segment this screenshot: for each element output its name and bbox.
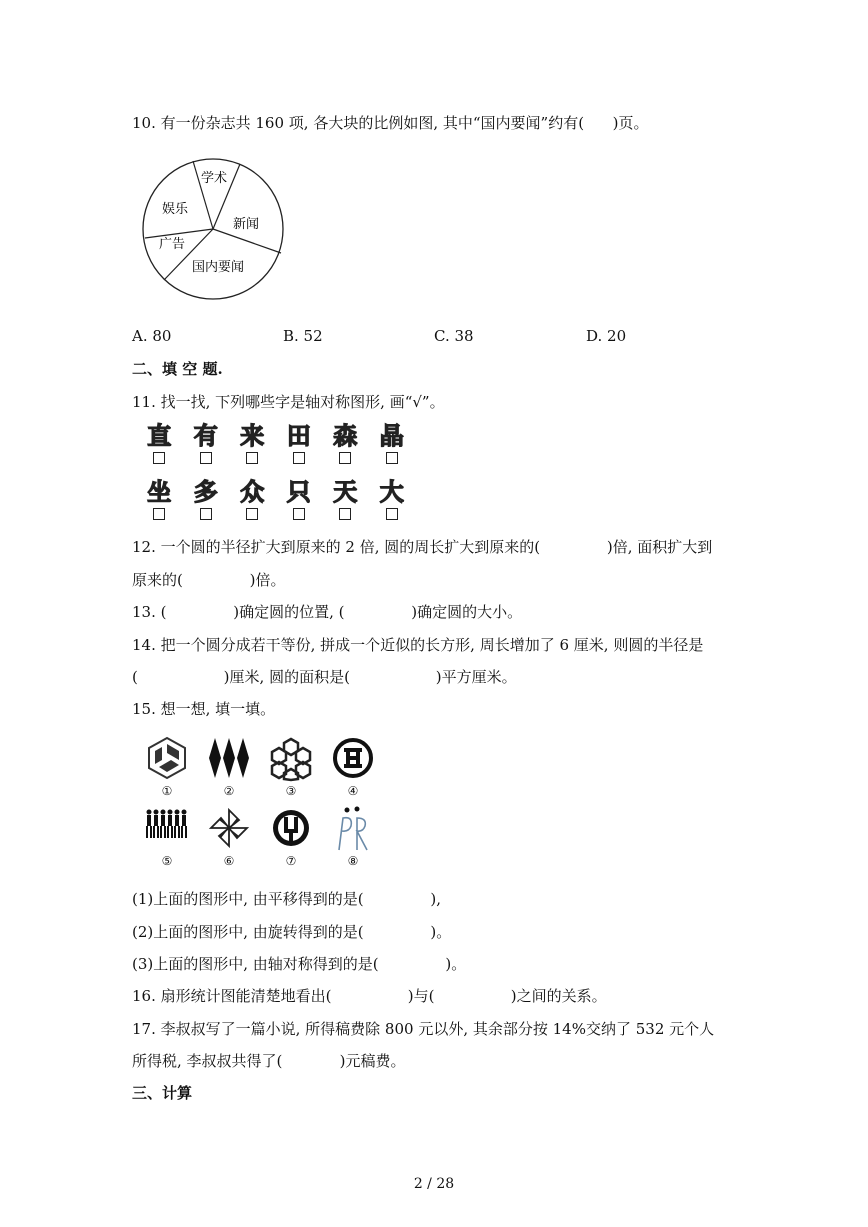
symbol-item bbox=[322, 806, 384, 868]
question-15-sub-1: (1)上面的图形中, 由平移得到的是( ), bbox=[132, 890, 442, 908]
char-glyph: 大 bbox=[379, 478, 404, 506]
hexagon-ring-icon bbox=[269, 736, 313, 780]
question-14-line-1: 14. 把一个圆分成若干等份, 拼成一个近似的长方形, 周长增加了 6 厘米, 则圆的半径是 bbox=[132, 636, 704, 654]
symbol-item bbox=[136, 736, 198, 798]
char-glyph: 晶 bbox=[379, 422, 404, 450]
checkbox[interactable] bbox=[200, 508, 212, 520]
question-17-line-1: 17. 李叔叔写了一篇小说, 所得稿费除 800 元以外, 其余部分按 14%交纳了 532 元个人 bbox=[132, 1020, 715, 1038]
symbol-item bbox=[260, 806, 322, 868]
char-item bbox=[229, 422, 276, 464]
checkbox[interactable] bbox=[153, 508, 165, 520]
symbol-number: ② bbox=[223, 784, 235, 798]
question-14-line-2: ( )厘米, 圆的面积是( )平方厘米。 bbox=[132, 668, 517, 686]
symbol-number: ① bbox=[161, 784, 173, 798]
bank-logo-icon bbox=[331, 736, 375, 780]
question-15-sub-2: (2)上面的图形中, 由旋转得到的是( )。 bbox=[132, 923, 452, 941]
char-glyph: 有 bbox=[193, 422, 218, 450]
checkbox[interactable] bbox=[246, 508, 258, 520]
checkbox[interactable] bbox=[246, 452, 258, 464]
char-glyph: 只 bbox=[286, 478, 311, 506]
checkbox[interactable] bbox=[200, 452, 212, 464]
char-row-1 bbox=[136, 422, 415, 464]
page-number: 2 / 28 bbox=[413, 1176, 455, 1192]
question-11: 11. 找一找, 下列哪些字是轴对称图形, 画“√”。 bbox=[132, 393, 445, 411]
symbol-row-1 bbox=[136, 736, 384, 798]
question-12-line-1: 12. 一个圆的半径扩大到原来的 2 倍, 圆的周长扩大到原来的( )倍, 面积扩大到 bbox=[132, 538, 713, 556]
checkbox[interactable] bbox=[339, 508, 351, 520]
pie-chart bbox=[142, 158, 292, 308]
char-item bbox=[229, 478, 276, 520]
option-b: B. 52 bbox=[283, 327, 323, 345]
option-a: A. 80 bbox=[132, 327, 172, 345]
section-3-heading: 三、计算 bbox=[132, 1084, 193, 1102]
pie-label-entertainment: 娱乐 bbox=[161, 202, 189, 217]
question-15-sub-3: (3)上面的图形中, 由轴对称得到的是( )。 bbox=[132, 955, 467, 973]
symbol-item bbox=[198, 736, 260, 798]
checkbox[interactable] bbox=[293, 452, 305, 464]
question-15: 15. 想一想, 填一填。 bbox=[132, 700, 276, 718]
checkbox[interactable] bbox=[386, 508, 398, 520]
question-16: 16. 扇形统计图能清楚地看出( )与( )之间的关系。 bbox=[132, 987, 607, 1005]
question-13: 13. ( )确定圆的位置, ( )确定圆的大小。 bbox=[132, 603, 523, 621]
pinwheel-icon bbox=[207, 806, 251, 850]
question-17-line-2: 所得税, 李叔叔共得了( )元稿费。 bbox=[132, 1052, 406, 1070]
char-item bbox=[322, 478, 369, 520]
symbol-item bbox=[322, 736, 384, 798]
symbol-number: ⑤ bbox=[161, 854, 173, 868]
pie-label-news: 新闻 bbox=[232, 217, 260, 232]
option-c: C. 38 bbox=[434, 327, 474, 345]
char-glyph: 森 bbox=[333, 422, 358, 450]
pie-label-ads: 广告 bbox=[158, 237, 186, 252]
char-item bbox=[136, 478, 183, 520]
checkbox[interactable] bbox=[386, 452, 398, 464]
char-glyph: 天 bbox=[333, 478, 358, 506]
hexagon-spiral-icon bbox=[145, 736, 189, 780]
char-row-2 bbox=[136, 478, 415, 520]
section-2-heading: 二、填 空 题. bbox=[132, 360, 223, 378]
char-item bbox=[183, 478, 230, 520]
symbol-number: ④ bbox=[347, 784, 359, 798]
char-item bbox=[369, 478, 416, 520]
char-glyph: 坐 bbox=[147, 478, 172, 506]
symbol-row-2 bbox=[136, 806, 384, 868]
circle-logo-icon bbox=[269, 806, 313, 850]
symbol-number: ⑥ bbox=[223, 854, 235, 868]
checkbox[interactable] bbox=[153, 452, 165, 464]
pie-label-academic: 学术 bbox=[200, 171, 228, 186]
option-d: D. 20 bbox=[586, 327, 627, 345]
char-glyph: 直 bbox=[147, 422, 172, 450]
char-item bbox=[276, 422, 323, 464]
char-item bbox=[322, 422, 369, 464]
question-10: 10. 有一份杂志共 160 项, 各大块的比例如图, 其中“国内要闻”约有( )页。 bbox=[132, 114, 649, 132]
checkbox[interactable] bbox=[293, 508, 305, 520]
pr-letters-icon bbox=[331, 806, 375, 856]
symbol-number: ⑦ bbox=[285, 854, 297, 868]
symbol-number: ⑧ bbox=[347, 854, 359, 868]
pie-label-domestic-news: 国内要闻 bbox=[191, 260, 245, 275]
symbol-item bbox=[260, 736, 322, 798]
symbol-item bbox=[136, 806, 198, 868]
char-item bbox=[276, 478, 323, 520]
people-row-icon bbox=[145, 806, 189, 850]
char-glyph: 田 bbox=[286, 422, 311, 450]
char-glyph: 众 bbox=[240, 478, 265, 506]
symbol-item bbox=[198, 806, 260, 868]
char-glyph: 来 bbox=[240, 422, 265, 450]
char-item bbox=[183, 422, 230, 464]
question-12-line-2: 原来的( )倍。 bbox=[132, 571, 286, 589]
symbol-number: ③ bbox=[285, 784, 297, 798]
three-diamonds-icon bbox=[207, 736, 251, 780]
char-item bbox=[369, 422, 416, 464]
char-glyph: 多 bbox=[193, 478, 218, 506]
char-item bbox=[136, 422, 183, 464]
checkbox[interactable] bbox=[339, 452, 351, 464]
